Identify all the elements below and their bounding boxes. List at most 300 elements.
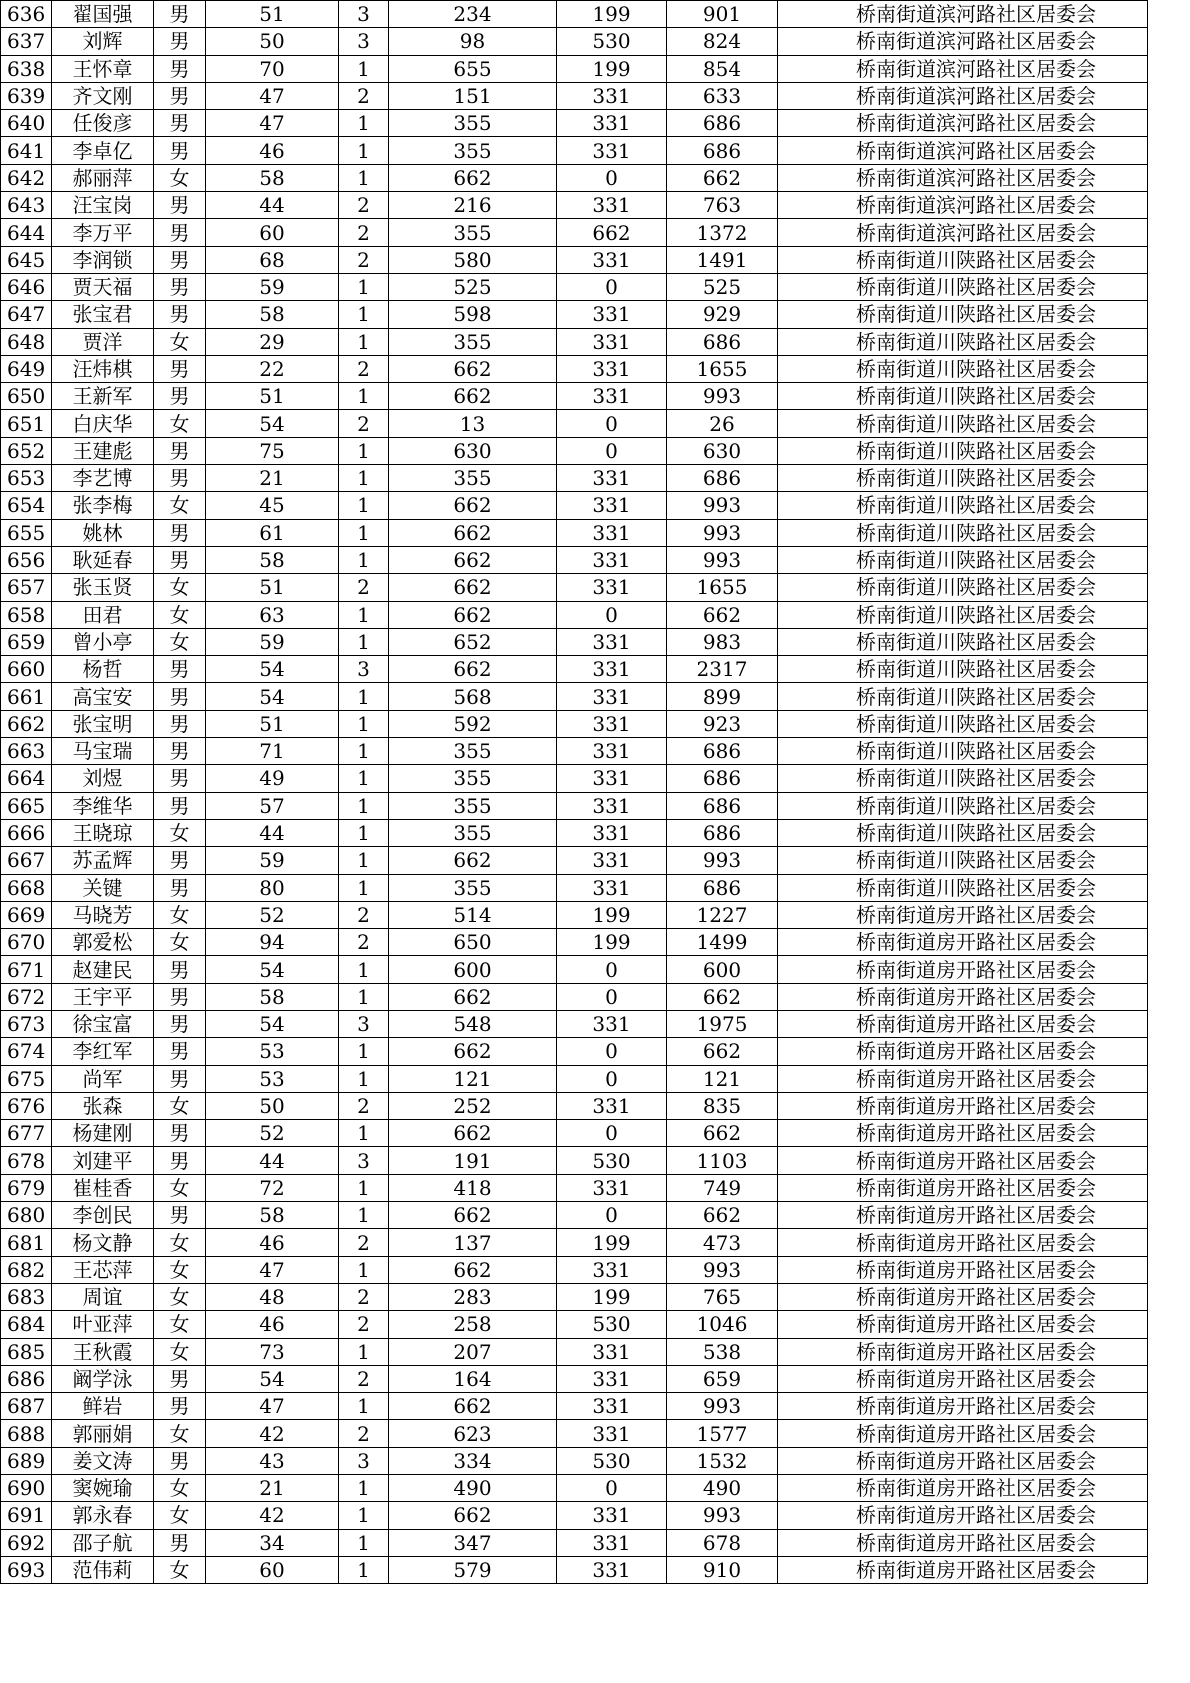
cell-benefit-amount: 355 — [389, 792, 557, 819]
cell-age: 51 — [206, 710, 339, 737]
cell-subsidy-amount: 0 — [557, 437, 667, 464]
cell-community-committee: 桥南街道房开路社区居委会 — [778, 1229, 1148, 1256]
table-row — [1, 683, 1148, 710]
cell-benefit-amount: 662 — [389, 355, 557, 382]
cell-row-number: 677 — [1, 1120, 52, 1147]
cell-community-committee: 桥南街道川陕路社区居委会 — [778, 765, 1148, 792]
cell-name: 徐宝富 — [52, 1010, 154, 1037]
cell-gender: 女 — [154, 1502, 206, 1529]
cell-row-number: 654 — [1, 492, 52, 519]
cell-benefit-amount: 355 — [389, 765, 557, 792]
cell-row-number: 648 — [1, 328, 52, 355]
cell-total-amount: 2317 — [667, 656, 778, 683]
table-row — [1, 956, 1148, 983]
cell-age: 44 — [206, 819, 339, 846]
cell-benefit-amount: 662 — [389, 574, 557, 601]
cell-community-committee: 桥南街道川陕路社区居委会 — [778, 819, 1148, 846]
cell-name: 王建彪 — [52, 437, 154, 464]
cell-total-amount: 686 — [667, 738, 778, 765]
cell-benefit-amount: 355 — [389, 874, 557, 901]
cell-name: 白庆华 — [52, 410, 154, 437]
cell-community-committee: 桥南街道川陕路社区居委会 — [778, 383, 1148, 410]
cell-gender: 男 — [154, 1365, 206, 1392]
cell-subsidy-amount: 331 — [557, 137, 667, 164]
cell-name: 李润锁 — [52, 246, 154, 273]
cell-age: 59 — [206, 628, 339, 655]
table-row — [1, 355, 1148, 382]
cell-subsidy-amount: 331 — [557, 355, 667, 382]
cell-gender: 男 — [154, 792, 206, 819]
cell-community-committee: 桥南街道房开路社区居委会 — [778, 1338, 1148, 1365]
cell-row-number: 661 — [1, 683, 52, 710]
cell-gender: 男 — [154, 956, 206, 983]
cell-subsidy-amount: 331 — [557, 328, 667, 355]
cell-total-amount: 686 — [667, 874, 778, 901]
cell-name: 齐文刚 — [52, 82, 154, 109]
cell-household-size: 2 — [339, 901, 389, 928]
cell-benefit-amount: 592 — [389, 710, 557, 737]
cell-age: 94 — [206, 929, 339, 956]
cell-total-amount: 993 — [667, 492, 778, 519]
cell-benefit-amount: 283 — [389, 1283, 557, 1310]
cell-subsidy-amount: 331 — [557, 465, 667, 492]
cell-benefit-amount: 662 — [389, 847, 557, 874]
cell-community-committee: 桥南街道滨河路社区居委会 — [778, 1, 1148, 28]
cell-total-amount: 1103 — [667, 1147, 778, 1174]
table-row — [1, 1256, 1148, 1283]
table-row — [1, 465, 1148, 492]
cell-total-amount: 1227 — [667, 901, 778, 928]
cell-name: 邵子航 — [52, 1529, 154, 1556]
cell-row-number: 662 — [1, 710, 52, 737]
cell-community-committee: 桥南街道房开路社区居委会 — [778, 1065, 1148, 1092]
cell-community-committee: 桥南街道房开路社区居委会 — [778, 1475, 1148, 1502]
cell-community-committee: 桥南街道川陕路社区居委会 — [778, 710, 1148, 737]
cell-row-number: 672 — [1, 983, 52, 1010]
cell-name: 田君 — [52, 601, 154, 628]
cell-community-committee: 桥南街道川陕路社区居委会 — [778, 874, 1148, 901]
cell-benefit-amount: 662 — [389, 546, 557, 573]
cell-community-committee: 桥南街道房开路社区居委会 — [778, 1147, 1148, 1174]
cell-gender: 女 — [154, 1311, 206, 1338]
cell-row-number: 652 — [1, 437, 52, 464]
cell-row-number: 687 — [1, 1393, 52, 1420]
cell-total-amount: 686 — [667, 137, 778, 164]
cell-community-committee: 桥南街道滨河路社区居委会 — [778, 137, 1148, 164]
cell-benefit-amount: 334 — [389, 1447, 557, 1474]
cell-gender: 男 — [154, 765, 206, 792]
cell-age: 54 — [206, 656, 339, 683]
cell-household-size: 3 — [339, 1010, 389, 1037]
cell-name: 曾小亭 — [52, 628, 154, 655]
cell-gender: 女 — [154, 1283, 206, 1310]
cell-name: 李创民 — [52, 1202, 154, 1229]
cell-benefit-amount: 207 — [389, 1338, 557, 1365]
cell-subsidy-amount: 331 — [557, 1502, 667, 1529]
cell-total-amount: 662 — [667, 601, 778, 628]
cell-gender: 女 — [154, 628, 206, 655]
cell-gender: 男 — [154, 738, 206, 765]
table-row — [1, 1038, 1148, 1065]
cell-subsidy-amount: 0 — [557, 1065, 667, 1092]
table-row — [1, 1229, 1148, 1256]
cell-name: 王宇平 — [52, 983, 154, 1010]
cell-gender: 女 — [154, 1092, 206, 1119]
cell-subsidy-amount: 0 — [557, 956, 667, 983]
cell-subsidy-amount: 331 — [557, 110, 667, 137]
cell-row-number: 658 — [1, 601, 52, 628]
table-row — [1, 1, 1148, 28]
cell-total-amount: 686 — [667, 792, 778, 819]
cell-subsidy-amount: 331 — [557, 819, 667, 846]
cell-household-size: 1 — [339, 465, 389, 492]
cell-row-number: 667 — [1, 847, 52, 874]
cell-name: 郭丽娟 — [52, 1420, 154, 1447]
cell-row-number: 684 — [1, 1311, 52, 1338]
cell-age: 46 — [206, 1229, 339, 1256]
cell-name: 姜文涛 — [52, 1447, 154, 1474]
cell-total-amount: 525 — [667, 273, 778, 300]
cell-total-amount: 490 — [667, 1475, 778, 1502]
cell-household-size: 1 — [339, 601, 389, 628]
cell-household-size: 2 — [339, 82, 389, 109]
cell-benefit-amount: 252 — [389, 1092, 557, 1119]
cell-subsidy-amount: 331 — [557, 1174, 667, 1201]
table-row — [1, 219, 1148, 246]
table-row — [1, 1502, 1148, 1529]
cell-household-size: 1 — [339, 546, 389, 573]
cell-name: 马晓芳 — [52, 901, 154, 928]
cell-household-size: 1 — [339, 55, 389, 82]
cell-name: 翟国强 — [52, 1, 154, 28]
cell-age: 58 — [206, 546, 339, 573]
cell-subsidy-amount: 331 — [557, 246, 667, 273]
table-row — [1, 492, 1148, 519]
cell-subsidy-amount: 331 — [557, 792, 667, 819]
cell-household-size: 2 — [339, 410, 389, 437]
cell-row-number: 676 — [1, 1092, 52, 1119]
cell-gender: 女 — [154, 901, 206, 928]
cell-community-committee: 桥南街道房开路社区居委会 — [778, 956, 1148, 983]
cell-row-number: 673 — [1, 1010, 52, 1037]
cell-community-committee: 桥南街道房开路社区居委会 — [778, 1010, 1148, 1037]
cell-community-committee: 桥南街道川陕路社区居委会 — [778, 273, 1148, 300]
cell-subsidy-amount: 331 — [557, 1010, 667, 1037]
cell-row-number: 651 — [1, 410, 52, 437]
cell-household-size: 1 — [339, 164, 389, 191]
cell-gender: 男 — [154, 1147, 206, 1174]
cell-name: 王秋霞 — [52, 1338, 154, 1365]
cell-subsidy-amount: 331 — [557, 874, 667, 901]
table-row — [1, 273, 1148, 300]
cell-community-committee: 桥南街道房开路社区居委会 — [778, 929, 1148, 956]
cell-name: 刘辉 — [52, 28, 154, 55]
cell-age: 50 — [206, 1092, 339, 1119]
cell-subsidy-amount: 0 — [557, 1120, 667, 1147]
cell-total-amount: 993 — [667, 1502, 778, 1529]
table-row — [1, 1447, 1148, 1474]
cell-row-number: 660 — [1, 656, 52, 683]
cell-age: 54 — [206, 956, 339, 983]
cell-community-committee: 桥南街道川陕路社区居委会 — [778, 465, 1148, 492]
cell-age: 71 — [206, 738, 339, 765]
cell-name: 李红军 — [52, 1038, 154, 1065]
cell-community-committee: 桥南街道川陕路社区居委会 — [778, 683, 1148, 710]
cell-gender: 男 — [154, 1010, 206, 1037]
cell-name: 杨建刚 — [52, 1120, 154, 1147]
cell-age: 61 — [206, 519, 339, 546]
cell-benefit-amount: 355 — [389, 819, 557, 846]
cell-household-size: 1 — [339, 110, 389, 137]
cell-household-size: 1 — [339, 1065, 389, 1092]
cell-name: 汪宝岗 — [52, 192, 154, 219]
cell-name: 崔桂香 — [52, 1174, 154, 1201]
table-row — [1, 819, 1148, 846]
cell-row-number: 645 — [1, 246, 52, 273]
cell-subsidy-amount: 530 — [557, 1311, 667, 1338]
cell-gender: 女 — [154, 1338, 206, 1365]
cell-gender: 男 — [154, 437, 206, 464]
cell-household-size: 1 — [339, 1393, 389, 1420]
cell-gender: 男 — [154, 1529, 206, 1556]
cell-community-committee: 桥南街道房开路社区居委会 — [778, 1038, 1148, 1065]
cell-household-size: 1 — [339, 1038, 389, 1065]
cell-household-size: 1 — [339, 765, 389, 792]
cell-benefit-amount: 355 — [389, 219, 557, 246]
cell-total-amount: 749 — [667, 1174, 778, 1201]
cell-gender: 女 — [154, 492, 206, 519]
cell-community-committee: 桥南街道川陕路社区居委会 — [778, 847, 1148, 874]
cell-gender: 女 — [154, 574, 206, 601]
cell-row-number: 681 — [1, 1229, 52, 1256]
cell-household-size: 3 — [339, 28, 389, 55]
cell-row-number: 636 — [1, 1, 52, 28]
cell-subsidy-amount: 199 — [557, 1283, 667, 1310]
table-row — [1, 765, 1148, 792]
cell-community-committee: 桥南街道房开路社区居委会 — [778, 1120, 1148, 1147]
cell-total-amount: 1655 — [667, 355, 778, 382]
cell-total-amount: 993 — [667, 1256, 778, 1283]
cell-household-size: 2 — [339, 1420, 389, 1447]
cell-gender: 男 — [154, 847, 206, 874]
cell-household-size: 1 — [339, 628, 389, 655]
cell-community-committee: 桥南街道川陕路社区居委会 — [778, 656, 1148, 683]
cell-benefit-amount: 418 — [389, 1174, 557, 1201]
cell-community-committee: 桥南街道房开路社区居委会 — [778, 983, 1148, 1010]
table-row — [1, 1420, 1148, 1447]
cell-total-amount: 662 — [667, 1120, 778, 1147]
cell-row-number: 665 — [1, 792, 52, 819]
cell-community-committee: 桥南街道川陕路社区居委会 — [778, 574, 1148, 601]
cell-household-size: 3 — [339, 1447, 389, 1474]
cell-total-amount: 1372 — [667, 219, 778, 246]
cell-benefit-amount: 662 — [389, 492, 557, 519]
table-row — [1, 983, 1148, 1010]
cell-row-number: 689 — [1, 1447, 52, 1474]
table-row — [1, 1065, 1148, 1092]
table-row — [1, 901, 1148, 928]
cell-age: 68 — [206, 246, 339, 273]
cell-subsidy-amount: 331 — [557, 82, 667, 109]
cell-gender: 女 — [154, 1174, 206, 1201]
cell-age: 51 — [206, 1, 339, 28]
cell-gender: 男 — [154, 1393, 206, 1420]
cell-community-committee: 桥南街道川陕路社区居委会 — [778, 546, 1148, 573]
cell-community-committee: 桥南街道川陕路社区居委会 — [778, 246, 1148, 273]
cell-row-number: 657 — [1, 574, 52, 601]
cell-household-size: 3 — [339, 1147, 389, 1174]
cell-benefit-amount: 600 — [389, 956, 557, 983]
cell-total-amount: 1577 — [667, 1420, 778, 1447]
cell-gender: 女 — [154, 1256, 206, 1283]
cell-gender: 女 — [154, 601, 206, 628]
cell-name: 郭爱松 — [52, 929, 154, 956]
cell-row-number: 647 — [1, 301, 52, 328]
table-row — [1, 601, 1148, 628]
cell-subsidy-amount: 199 — [557, 901, 667, 928]
cell-household-size: 1 — [339, 301, 389, 328]
cell-community-committee: 桥南街道滨河路社区居委会 — [778, 219, 1148, 246]
cell-gender: 男 — [154, 82, 206, 109]
cell-household-size: 1 — [339, 874, 389, 901]
cell-total-amount: 993 — [667, 519, 778, 546]
table-row — [1, 738, 1148, 765]
cell-gender: 男 — [154, 465, 206, 492]
cell-subsidy-amount: 0 — [557, 164, 667, 191]
cell-age: 73 — [206, 1338, 339, 1365]
cell-total-amount: 765 — [667, 1283, 778, 1310]
cell-gender: 男 — [154, 683, 206, 710]
cell-total-amount: 1655 — [667, 574, 778, 601]
cell-community-committee: 桥南街道川陕路社区居委会 — [778, 492, 1148, 519]
cell-age: 60 — [206, 219, 339, 246]
cell-subsidy-amount: 0 — [557, 601, 667, 628]
cell-age: 58 — [206, 983, 339, 1010]
cell-total-amount: 630 — [667, 437, 778, 464]
cell-household-size: 2 — [339, 246, 389, 273]
table-row — [1, 656, 1148, 683]
cell-total-amount: 993 — [667, 546, 778, 573]
cell-household-size: 2 — [339, 192, 389, 219]
cell-benefit-amount: 490 — [389, 1475, 557, 1502]
cell-total-amount: 993 — [667, 1393, 778, 1420]
cell-row-number: 693 — [1, 1556, 52, 1583]
cell-age: 49 — [206, 765, 339, 792]
cell-age: 59 — [206, 847, 339, 874]
cell-total-amount: 993 — [667, 847, 778, 874]
cell-name: 窦婉瑜 — [52, 1475, 154, 1502]
cell-age: 21 — [206, 465, 339, 492]
cell-community-committee: 桥南街道房开路社区居委会 — [778, 1092, 1148, 1119]
cell-gender: 男 — [154, 355, 206, 382]
cell-total-amount: 662 — [667, 164, 778, 191]
cell-total-amount: 686 — [667, 110, 778, 137]
cell-gender: 男 — [154, 110, 206, 137]
cell-subsidy-amount: 331 — [557, 628, 667, 655]
cell-total-amount: 1532 — [667, 1447, 778, 1474]
table-row — [1, 1120, 1148, 1147]
cell-benefit-amount: 151 — [389, 82, 557, 109]
cell-benefit-amount: 191 — [389, 1147, 557, 1174]
cell-total-amount: 662 — [667, 983, 778, 1010]
table-row — [1, 1010, 1148, 1037]
table-row — [1, 1475, 1148, 1502]
cell-row-number: 646 — [1, 273, 52, 300]
cell-benefit-amount: 580 — [389, 246, 557, 273]
cell-household-size: 2 — [339, 1311, 389, 1338]
cell-community-committee: 桥南街道川陕路社区居委会 — [778, 628, 1148, 655]
table-row — [1, 1202, 1148, 1229]
cell-name: 高宝安 — [52, 683, 154, 710]
cell-household-size: 1 — [339, 1338, 389, 1365]
cell-name: 范伟莉 — [52, 1556, 154, 1583]
cell-row-number: 671 — [1, 956, 52, 983]
cell-age: 51 — [206, 574, 339, 601]
cell-subsidy-amount: 331 — [557, 301, 667, 328]
cell-row-number: 675 — [1, 1065, 52, 1092]
cell-subsidy-amount: 331 — [557, 1556, 667, 1583]
cell-household-size: 1 — [339, 1256, 389, 1283]
cell-age: 47 — [206, 1393, 339, 1420]
cell-total-amount: 633 — [667, 82, 778, 109]
cell-community-committee: 桥南街道滨河路社区居委会 — [778, 82, 1148, 109]
cell-total-amount: 899 — [667, 683, 778, 710]
cell-name: 李艺博 — [52, 465, 154, 492]
cell-gender: 女 — [154, 328, 206, 355]
cell-subsidy-amount: 331 — [557, 656, 667, 683]
cell-household-size: 2 — [339, 574, 389, 601]
cell-household-size: 2 — [339, 355, 389, 382]
cell-household-size: 1 — [339, 1120, 389, 1147]
cell-row-number: 642 — [1, 164, 52, 191]
cell-community-committee: 桥南街道房开路社区居委会 — [778, 1447, 1148, 1474]
cell-household-size: 1 — [339, 328, 389, 355]
cell-subsidy-amount: 0 — [557, 1038, 667, 1065]
cell-total-amount: 121 — [667, 1065, 778, 1092]
table-row — [1, 301, 1148, 328]
cell-benefit-amount: 216 — [389, 192, 557, 219]
cell-row-number: 685 — [1, 1338, 52, 1365]
table-row — [1, 137, 1148, 164]
table-row — [1, 1393, 1148, 1420]
cell-row-number: 649 — [1, 355, 52, 382]
cell-name: 关键 — [52, 874, 154, 901]
cell-community-committee: 桥南街道滨河路社区居委会 — [778, 55, 1148, 82]
cell-household-size: 1 — [339, 1174, 389, 1201]
cell-subsidy-amount: 331 — [557, 738, 667, 765]
cell-row-number: 669 — [1, 901, 52, 928]
cell-benefit-amount: 623 — [389, 1420, 557, 1447]
cell-total-amount: 686 — [667, 465, 778, 492]
cell-name: 张宝君 — [52, 301, 154, 328]
cell-age: 59 — [206, 273, 339, 300]
cell-name: 李维华 — [52, 792, 154, 819]
cell-name: 贾天福 — [52, 273, 154, 300]
cell-name: 王新军 — [52, 383, 154, 410]
cell-benefit-amount: 258 — [389, 1311, 557, 1338]
cell-gender: 男 — [154, 1, 206, 28]
cell-total-amount: 824 — [667, 28, 778, 55]
cell-total-amount: 983 — [667, 628, 778, 655]
cell-row-number: 641 — [1, 137, 52, 164]
cell-name: 李万平 — [52, 219, 154, 246]
cell-row-number: 682 — [1, 1256, 52, 1283]
cell-age: 52 — [206, 901, 339, 928]
cell-gender: 男 — [154, 1447, 206, 1474]
cell-age: 53 — [206, 1038, 339, 1065]
cell-community-committee: 桥南街道房开路社区居委会 — [778, 1502, 1148, 1529]
cell-name: 赵建民 — [52, 956, 154, 983]
